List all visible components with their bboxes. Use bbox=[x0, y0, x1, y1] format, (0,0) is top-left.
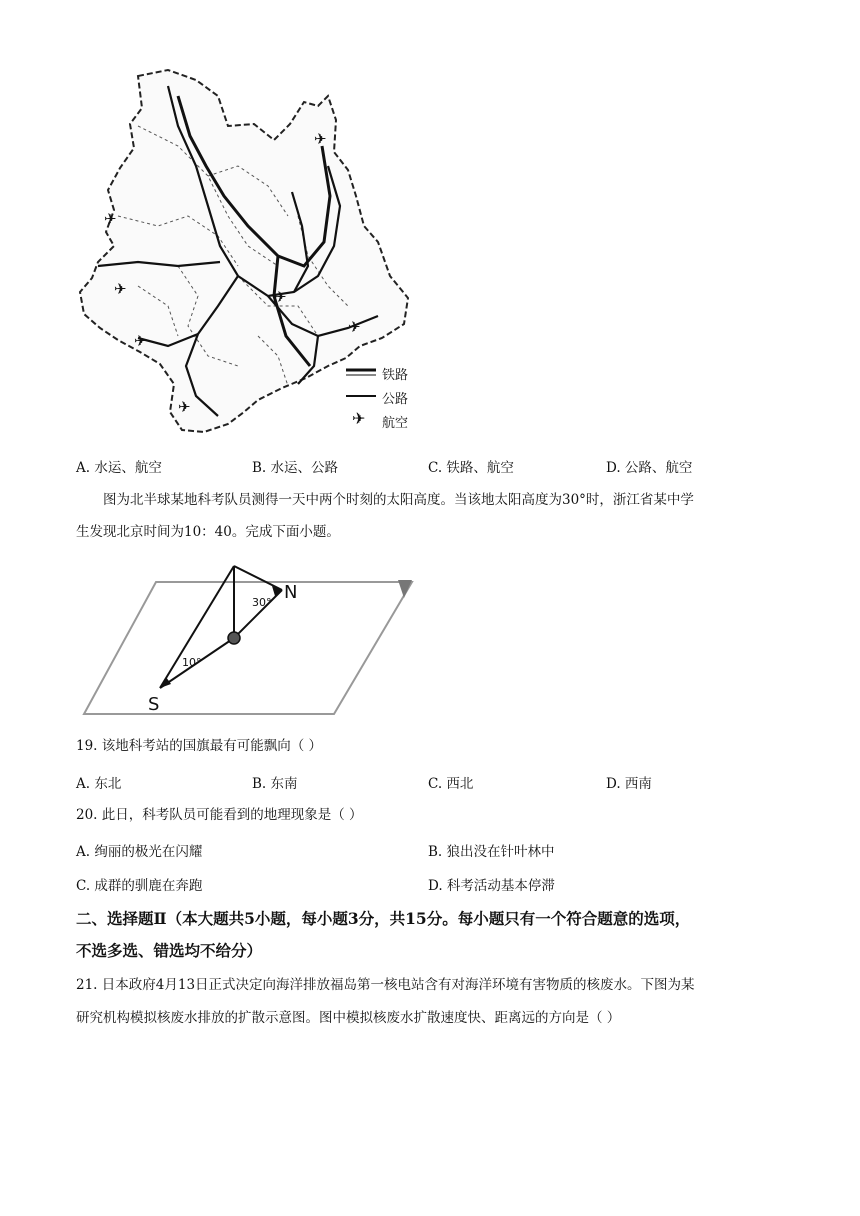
transport-map bbox=[78, 66, 438, 441]
province-boundary bbox=[80, 70, 408, 432]
transport-map-figure bbox=[78, 66, 438, 441]
q20-option-a[interactable]: A. 绚丽的极光在闪耀 bbox=[76, 844, 203, 860]
south-arrowhead bbox=[160, 677, 171, 688]
legend-air-label: 航空 bbox=[382, 416, 409, 431]
legend-road-label: 公路 bbox=[382, 392, 409, 407]
pole-base bbox=[228, 632, 240, 644]
sun-altitude-diagram bbox=[78, 558, 418, 718]
airplane-icon: ✈ bbox=[348, 318, 361, 336]
q19-stem: 19. 该地科考站的国旗最有可能飘向（ ） bbox=[76, 738, 323, 754]
intro-line-2: 生发现北京时间为10：40。完成下面小题。 bbox=[76, 524, 340, 540]
airplane-icon: ✈ bbox=[134, 332, 147, 350]
airplane-icon: ✈ bbox=[274, 288, 287, 306]
sun-altitude-figure bbox=[78, 558, 418, 718]
q19-option-a[interactable]: A. 东北 bbox=[76, 776, 122, 792]
legend-railway-label: 铁路 bbox=[382, 368, 409, 383]
q20-option-d[interactable]: D. 科考活动基本停滞 bbox=[428, 878, 555, 894]
ground-plane bbox=[84, 582, 412, 714]
airplane-icon: ✈ bbox=[352, 409, 366, 428]
airplane-icon: ✈ bbox=[114, 280, 127, 298]
q21-stem-line-1: 21. 日本政府4月13日正式决定向海洋排放福岛第一核电站含有对海洋环境有害物质的核废水。下图为某 bbox=[76, 977, 695, 993]
q19-option-d[interactable]: D. 西南 bbox=[606, 776, 652, 792]
shadow-ray-north-top bbox=[234, 566, 282, 590]
airplane-icon: ✈ bbox=[104, 210, 117, 228]
q21-stem-line-2: 研究机构模拟核废水排放的扩散示意图。图中模拟核废水扩散速度快、距离远的方向是（ ） bbox=[76, 1010, 621, 1026]
airplane-icon: ✈ bbox=[178, 398, 191, 416]
q18-option-a[interactable]: A. 水运、航空 bbox=[76, 460, 162, 476]
north-angle-label: 30° bbox=[252, 596, 272, 609]
q18-option-b[interactable]: B. 水运、公路 bbox=[252, 460, 339, 476]
q19-option-b[interactable]: B. 东南 bbox=[252, 776, 298, 792]
shadow-ray-south-top bbox=[160, 566, 234, 688]
airplane-icon: ✈ bbox=[314, 130, 327, 148]
q20-option-b[interactable]: B. 狼出没在针叶林中 bbox=[428, 844, 555, 860]
plane-corner-shadow bbox=[398, 580, 412, 598]
section-2-heading-line-1: 二、选择题Ⅱ（本大题共5小题，每小题3分，共15分。每小题只有一个符合题意的选项， bbox=[76, 909, 691, 928]
intro-line-1: 图为北半球某地科考队员测得一天中两个时刻的太阳高度。当该地太阳高度为30°时，浙江省某中学 bbox=[103, 492, 694, 508]
south-label: S bbox=[148, 694, 160, 715]
q18-option-d[interactable]: D. 公路、航空 bbox=[606, 460, 693, 476]
q20-option-c[interactable]: C. 成群的驯鹿在奔跑 bbox=[76, 878, 203, 894]
q19-option-c[interactable]: C. 西北 bbox=[428, 776, 474, 792]
north-label: N bbox=[284, 582, 298, 603]
south-angle-label: 10° bbox=[182, 656, 202, 669]
q20-stem: 20. 此日，科考队员可能看到的地理现象是（ ） bbox=[76, 807, 363, 823]
section-2-heading-line-2: 不选多选、错选均不给分） bbox=[76, 941, 263, 960]
map-legend bbox=[346, 370, 376, 428]
q18-option-c[interactable]: C. 铁路、航空 bbox=[428, 460, 514, 476]
